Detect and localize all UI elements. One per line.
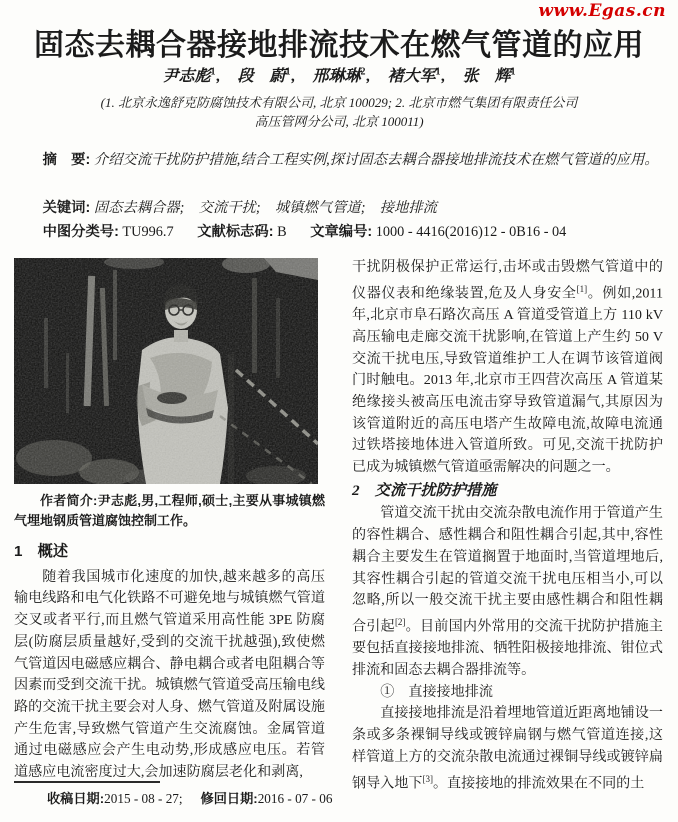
left-column bbox=[14, 257, 325, 795]
revised-date-label: 修回日期: bbox=[200, 791, 258, 806]
footnote-block bbox=[14, 781, 354, 807]
author-separator: , bbox=[216, 68, 221, 85]
author-line bbox=[0, 63, 678, 86]
article-id: 文章编号: 1000 - 4416(2016)12 - 0B16 - 04 bbox=[310, 224, 567, 240]
clc-number: 中图分类号: TU996.7 bbox=[42, 224, 174, 240]
author-bio-text: 尹志彪,男,工程师,硕士,主要从事城镇燃气埋地钢质管道腐蚀控制工作。 bbox=[14, 493, 325, 528]
keywords-text: 固态去耦合器; 交流干扰; 城镇燃气管道; 接地排流 bbox=[93, 200, 437, 216]
abstract-text: 介绍交流干扰防护措施,结合工程实例,探讨固态去耦合器接地排流技术在燃气管道的应用。 bbox=[93, 152, 659, 168]
section-2-paragraph: 管道交流干扰由交流杂散电流作用于管道产生的容性耦合、感性耦合和阻性耦合引起,其中,容性耦合主要发生在管道搁置于地面时,当管道埋地后,其容性耦合引起的管道交流干扰电压相当小,可以忽略,所以一般交流干扰主要由感性耦合和阻性耦合引起[2]。目前国内外常用的交流干扰防护措施主要包括直接接地排流、牺牲阳极接地排流、钳位式排流和固态去耦合器排流等。 bbox=[352, 505, 664, 679]
right-column bbox=[352, 257, 663, 795]
author-name: 尹志彪$^1$ bbox=[162, 66, 216, 85]
author-separator: , bbox=[291, 68, 296, 85]
abstract bbox=[14, 148, 664, 172]
author-separator: , bbox=[366, 68, 371, 85]
reference-mark-1: [1] bbox=[576, 283, 588, 294]
list-item-direct-grounding: ① 直接接地排流 bbox=[380, 683, 493, 700]
received-date-label: 收稿日期: bbox=[47, 791, 105, 806]
author-photo-image bbox=[14, 258, 318, 484]
author-separator: , bbox=[441, 68, 446, 85]
author-affiliation-sup: 1 bbox=[435, 66, 441, 78]
keywords-label: 关键词: bbox=[42, 200, 91, 216]
author-name: 张 辉$^1$ bbox=[462, 66, 516, 85]
received-date: 2015 - 08 - 27; bbox=[104, 791, 183, 806]
revised-date: 2016 - 07 - 06 bbox=[257, 791, 333, 806]
section-1-paragraph: 随着我国城市化速度的加快,越来越多的高压输电线路和电气化铁路不可避免地与城镇燃气管道交叉或者平行,而且燃气管道采用高性能 3PE 防腐层(防腐层质量越好,受到的交流干扰越强),致使燃气管道因电磁感应耦合、静电耦合或者电阻耦合等因素而受到交流干扰。城镇燃气管道受高压输电线路的交流干扰主要会对人身、燃气管道及附属设施产生危害,导致燃气管道产生交流腐蚀。金属管道通过电磁感应会产生电动势,形成感应电压。若管道感应电流密度过大,会加速防腐层老化和剥离, bbox=[14, 568, 325, 781]
author-affiliation-sup: 1 bbox=[285, 66, 291, 78]
website-watermark: www.Egas.cn bbox=[538, 1, 666, 21]
author-name: 段 蔚$^1$ bbox=[237, 66, 291, 85]
reference-mark-3: [3] bbox=[422, 773, 433, 784]
keywords bbox=[14, 196, 664, 220]
author-affiliation-sup: 2 bbox=[360, 66, 366, 78]
section-2-heading: 2 交流干扰防护措施 bbox=[352, 481, 497, 499]
reference-mark-2: [2] bbox=[394, 616, 406, 627]
intro-continuation-paragraph: 干扰阴极保护正常运行,击坏或击毁燃气管道中的仪器仪表和绝缘装置,危及人身安全[1]。例如,2011 年,北京市阜石路次高压 A 管道受管道上方 110 kV 高压输电走廊交流干扰影响,在管道上产生约 50 V 交流干扰电压,导致管道维护工人在调节该管道阀门时触电。2013 年,北京市王四营次高压 A 管道某绝缘接头被高压电流击穿导致管道漏气,其原因为该管道附近的高压电塔产生故障电流,故障电流通过铁塔接地体进入管道所致。可见,交流干扰防护已成为城镇燃气管道亟需解决的问题之一。 bbox=[352, 259, 663, 476]
affiliation-line-2: 高压管网分公司, 北京 100011) bbox=[254, 114, 424, 129]
document-code: 文献标志码: B bbox=[197, 224, 287, 240]
two-column-body bbox=[14, 257, 664, 795]
author-name: 褚大军$^1$ bbox=[387, 66, 441, 85]
affiliation-line-1: (1. 北京永逸舒克防腐蚀技术有限公司, 北京 100029; 2. 北京市燃气集团有限责任公司 bbox=[100, 95, 578, 110]
footnote-rule bbox=[14, 781, 160, 783]
author-affiliation-sup: 1 bbox=[210, 66, 216, 78]
article-title: 固态去耦合器接地排流技术在燃气管道的应用 bbox=[34, 29, 644, 62]
author-name: 邢琳琳$^2$ bbox=[312, 66, 366, 85]
author-photo bbox=[14, 258, 318, 484]
manuscript-dates bbox=[14, 788, 354, 807]
abstract-label: 摘 要: bbox=[42, 152, 91, 168]
author-bio bbox=[14, 491, 325, 530]
section-1-heading: 1 概述 bbox=[14, 543, 69, 560]
author-affiliation-sup: 1 bbox=[510, 66, 516, 78]
author-bio-label: 作者简介: bbox=[40, 493, 98, 508]
affiliation-block bbox=[0, 93, 678, 131]
article-meta-line bbox=[14, 220, 664, 244]
direct-grounding-paragraph: 直接接地排流是沿着埋地管道近距离地铺设一条或多条裸铜导线或镀锌扁钢与燃气管道连接,这样管道上方的交流杂散电流通过裸铜导线或镀锌扁钢导入地下[3]。直接接地的排流效果在不同的土 bbox=[352, 705, 663, 792]
